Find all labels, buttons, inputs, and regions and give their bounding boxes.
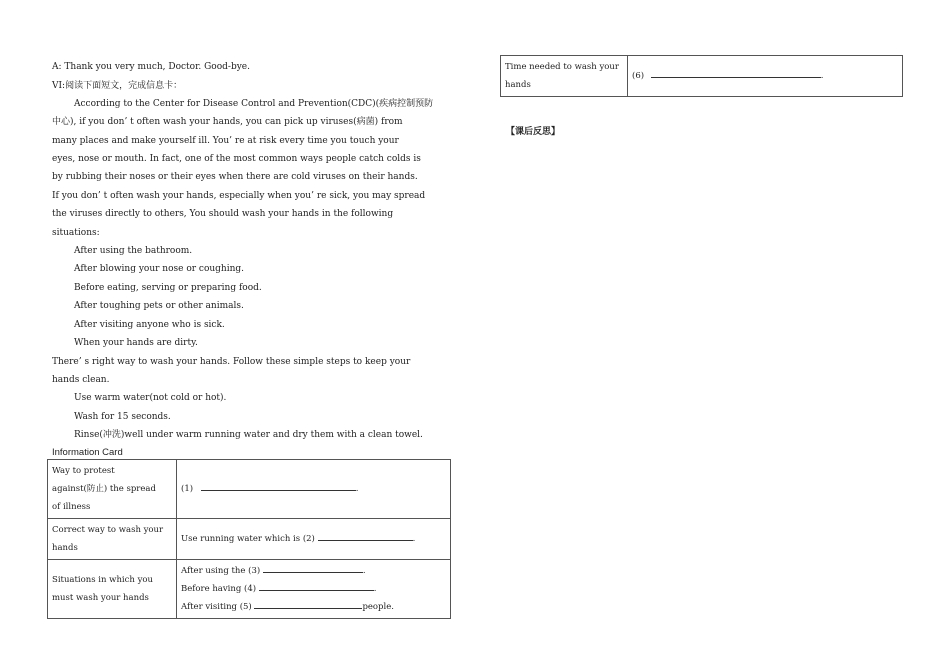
reflection-heading: 【课后反思】 <box>506 127 561 137</box>
answer-number: (1) <box>181 484 194 494</box>
answer-number: After using the (3) <box>181 566 261 576</box>
answer-blank-3[interactable] <box>263 562 363 573</box>
list-item: Before eating, serving or preparing food. <box>74 283 262 293</box>
list-item: When your hands are dirty. <box>74 338 198 348</box>
list-item: After using the bathroom. <box>74 246 193 256</box>
list-item: Wash for 15 seconds. <box>74 412 171 422</box>
paragraph-line: by rubbing their noses or their eyes when there are cold viruses on their hands. <box>52 172 418 182</box>
paragraph-line: situations: <box>52 228 100 238</box>
cell-text: against(防止) the spread <box>52 484 156 494</box>
info-card-table <box>47 459 451 619</box>
cell-text: of illness <box>52 502 91 512</box>
table-row <box>48 519 451 560</box>
cell-text: hands <box>505 80 531 90</box>
paragraph-line: eyes, nose or mouth. In fact, one of the most common ways people catch colds is <box>52 154 421 164</box>
paragraph-line: the viruses directly to others, You should wash your hands in the following <box>52 209 394 219</box>
paragraph-line: If you don’ t often wash your hands, especially when you’ re sick, you may spread <box>52 191 426 201</box>
table-cell-answer <box>177 519 451 560</box>
cell-text: hands <box>52 543 78 553</box>
cell-text: Time needed to wash your <box>505 62 619 72</box>
paragraph-line: According to the Center for Disease Control and Prevention(CDC)(疾病控制预防 <box>74 99 434 109</box>
info-card-title: Information Card <box>52 447 123 458</box>
list-item: Use warm water(not cold or hot). <box>74 393 227 403</box>
answer-number: Before having (4) <box>181 584 257 594</box>
table-row <box>48 560 451 619</box>
cell-text: must wash your hands <box>52 593 149 603</box>
table-cell-answer <box>628 56 903 97</box>
answer-blank-1[interactable] <box>201 480 356 491</box>
list-item: After visiting anyone who is sick. <box>74 320 225 330</box>
period: . <box>373 584 377 594</box>
answer-blank-4[interactable] <box>259 580 374 591</box>
answer-tail: people. <box>362 602 394 612</box>
list-item: After blowing your nose or coughing. <box>74 264 245 274</box>
answer-blank-6[interactable] <box>651 67 821 78</box>
table-cell-label <box>48 560 177 619</box>
answer-number: (6) <box>632 71 645 81</box>
period: . <box>362 566 366 576</box>
answer-blank-2[interactable] <box>318 530 413 541</box>
answer-number: Use running water which is (2) <box>181 534 315 544</box>
paragraph-line: There’ s right way to wash your hands. Follow these simple steps to keep your <box>52 357 411 367</box>
list-item: After toughing pets or other animals. <box>74 301 244 311</box>
time-card-table <box>500 55 903 97</box>
dialog-line: A: Thank you very much, Doctor. Good-bye. <box>52 62 250 72</box>
paragraph-line: many places and make yourself ill. You’ re at risk every time you touch your <box>52 136 399 146</box>
table-cell-label <box>501 56 628 97</box>
answer-line <box>181 580 446 598</box>
table-row <box>501 56 903 97</box>
cell-text: Situations in which you <box>52 575 153 585</box>
list-item: Rinse(冲洗)well under warm running water and dry them with a clean towel. <box>74 430 423 440</box>
table-cell-answer <box>177 460 451 519</box>
cell-text: Way to protest <box>52 466 115 476</box>
answer-line <box>181 598 446 616</box>
cell-text: Correct way to wash your <box>52 525 164 535</box>
table-cell-label <box>48 460 177 519</box>
section-heading: VI:阅读下面短文，完成信息卡： <box>52 81 183 91</box>
paragraph-line: hands clean. <box>52 375 110 385</box>
paragraph-line: 中心), if you don’ t often wash your hands, you can pick up viruses(病菌) from <box>52 117 403 127</box>
period: . <box>412 534 416 544</box>
period: . <box>355 484 359 494</box>
table-cell-answer <box>177 560 451 619</box>
period: . <box>820 71 824 81</box>
answer-blank-5[interactable] <box>254 598 362 609</box>
table-row <box>48 460 451 519</box>
table-cell-label <box>48 519 177 560</box>
answer-number: After visiting (5) <box>181 602 252 612</box>
answer-line <box>181 562 446 580</box>
